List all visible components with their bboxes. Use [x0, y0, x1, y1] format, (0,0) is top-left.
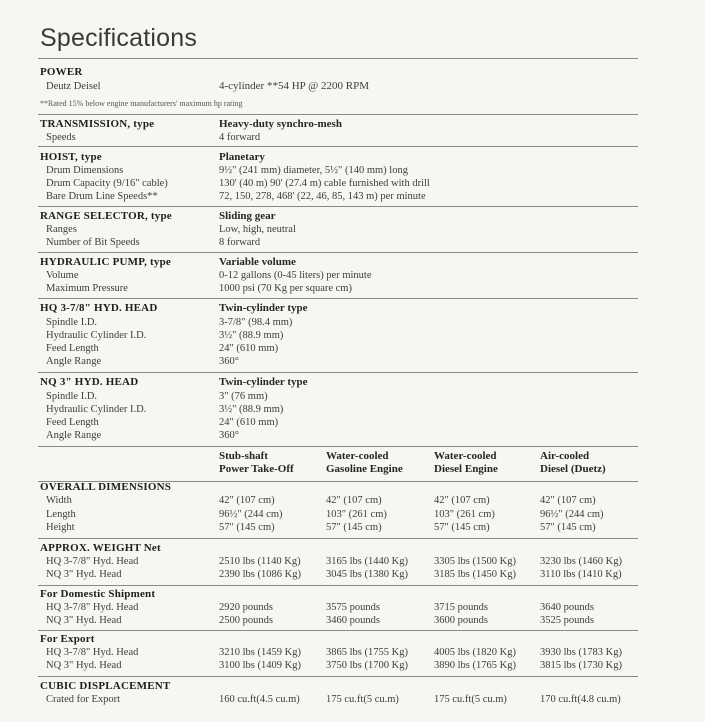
divider: [38, 298, 638, 299]
dim-cell: 103" (261 cm): [326, 509, 387, 520]
column-header-air-diesel: Diesel (Duetz): [540, 463, 606, 475]
domestic-cell: 3715 pounds: [434, 602, 488, 613]
hq-row-label: Spindle I.D.: [46, 317, 98, 328]
transmission-speeds-value: 4 forward: [219, 132, 261, 143]
nq-row-label: Angle Range: [46, 430, 102, 441]
hoist-row-label: Drum Capacity (9/16" cable): [46, 178, 168, 189]
export-cell: 3100 lbs (1409 Kg): [219, 660, 301, 671]
hq-head-heading: HQ 3-7/8" HYD. HEAD: [40, 302, 158, 314]
export-cell: 4005 lbs (1820 Kg): [434, 647, 516, 658]
export-cell: 3890 lbs (1765 Kg): [434, 660, 516, 671]
weight-row-label: HQ 3-7/8" Hyd. Head: [46, 556, 139, 567]
nq-row-value: 3½" (88.9 mm): [219, 404, 284, 415]
nq-row-value: 3" (76 mm): [219, 391, 268, 402]
hoist-row-label: Drum Dimensions: [46, 165, 124, 176]
page-title: Specifications: [40, 24, 198, 52]
weight-cell: 2390 lbs (1086 Kg): [219, 569, 301, 580]
divider: [38, 676, 638, 677]
hoist-type: Planetary: [219, 151, 265, 163]
cubic-cell: 160 cu.ft(4.5 cu.m): [219, 694, 300, 705]
column-header-gasoline: Gasoline Engine: [326, 463, 403, 475]
range-selector-heading: RANGE SELECTOR, type: [40, 210, 172, 222]
divider: [38, 252, 638, 253]
weight-cell: 3305 lbs (1500 Kg): [434, 556, 516, 567]
domestic-cell: 3460 pounds: [326, 615, 380, 626]
range-row-label: Ranges: [46, 224, 77, 235]
nq-row-label: Hydraulic Cylinder I.D.: [46, 404, 147, 415]
dim-cell: 96½" (244 cm): [540, 509, 604, 520]
dim-cell: 42" (107 cm): [434, 495, 490, 506]
pump-row-value: 1000 psi (70 Kg per square cm): [219, 283, 352, 294]
range-row-value: 8 forward: [219, 237, 261, 248]
weight-row-label: NQ 3" Hyd. Head: [46, 569, 122, 580]
power-footnote: **Rated 15% below engine manufacturers' maximum hp rating: [40, 99, 243, 108]
nq-row-value: 360°: [219, 430, 239, 441]
weight-cell: 3045 lbs (1380 Kg): [326, 569, 408, 580]
weight-cell: 3230 lbs (1460 Kg): [540, 556, 622, 567]
divider: [38, 446, 638, 447]
export-row-label: HQ 3-7/8" Hyd. Head: [46, 647, 139, 658]
dim-cell: 42" (107 cm): [326, 495, 382, 506]
dim-cell: 57" (145 cm): [219, 522, 275, 533]
hq-row-label: Hydraulic Cylinder I.D.: [46, 330, 147, 341]
hoist-row-value: 9½" (241 mm) diameter, 5½" (140 mm) long: [219, 165, 408, 176]
dim-cell: 96½" (244 cm): [219, 509, 283, 520]
dim-cell: 57" (145 cm): [434, 522, 490, 533]
power-engine-label: Deutz Deisel: [46, 81, 101, 92]
nq-row-label: Feed Length: [46, 417, 99, 428]
hq-row-value: 360°: [219, 356, 239, 367]
hq-row-value: 3-7/8" (98.4 mm): [219, 317, 293, 328]
weight-cell: 3185 lbs (1450 Kg): [434, 569, 516, 580]
export-cell: 3750 lbs (1700 Kg): [326, 660, 408, 671]
hq-row-label: Feed Length: [46, 343, 99, 354]
export-heading: For Export: [40, 633, 95, 645]
domestic-cell: 3640 pounds: [540, 602, 594, 613]
dim-cell: 57" (145 cm): [540, 522, 596, 533]
domestic-row-label: NQ 3" Hyd. Head: [46, 615, 122, 626]
pump-row-value: 0-12 gallons (0-45 liters) per minute: [219, 270, 372, 281]
nq-row-label: Spindle I.D.: [46, 391, 98, 402]
nq-head-heading: NQ 3" HYD. HEAD: [40, 376, 139, 388]
column-header-pto: Power Take-Off: [219, 463, 294, 475]
dim-cell: 57" (145 cm): [326, 522, 382, 533]
dim-row-label: Length: [46, 509, 76, 520]
range-selector-type: Sliding gear: [219, 210, 276, 222]
hoist-row-value: 72, 150, 278, 468' (22, 46, 85, 143 m) per minute: [219, 191, 426, 202]
divider: [38, 630, 638, 631]
divider: [38, 206, 638, 207]
hydraulic-pump-heading: HYDRAULIC PUMP, type: [40, 256, 172, 268]
hoist-row-label: Bare Drum Line Speeds**: [46, 191, 158, 202]
cubic-displacement-heading: CUBIC DISPLACEMENT: [40, 680, 171, 692]
domestic-cell: 2500 pounds: [219, 615, 273, 626]
cubic-cell: 170 cu.ft(4.8 cu.m): [540, 694, 621, 705]
dim-cell: 103" (261 cm): [434, 509, 495, 520]
domestic-row-label: HQ 3-7/8" Hyd. Head: [46, 602, 139, 613]
domestic-cell: 3600 pounds: [434, 615, 488, 626]
weight-cell: 2510 lbs (1140 Kg): [219, 556, 301, 567]
domestic-cell: 3575 pounds: [326, 602, 380, 613]
column-header-pto: Stub-shaft: [219, 450, 268, 462]
range-row-value: Low, high, neutral: [219, 224, 296, 235]
weight-cell: 3165 lbs (1440 Kg): [326, 556, 408, 567]
transmission-heading: TRANSMISSION, type: [40, 118, 155, 130]
divider: [38, 114, 638, 115]
nq-row-value: 24" (610 mm): [219, 417, 279, 428]
hq-row-label: Angle Range: [46, 356, 102, 367]
dim-cell: 42" (107 cm): [540, 495, 596, 506]
overall-dimensions-heading: OVERALL DIMENSIONS: [40, 481, 172, 493]
hq-row-value: 24" (610 mm): [219, 343, 279, 354]
dim-row-label: Height: [46, 522, 75, 533]
transmission-speeds-label: Speeds: [46, 132, 76, 143]
nq-head-type: Twin-cylinder type: [219, 376, 308, 388]
hoist-row-value: 130' (40 m) 90' (27.4 m) cable furnished with drill: [219, 178, 430, 189]
cubic-cell: 175 cu.ft(5 cu.m): [326, 694, 399, 705]
hq-head-type: Twin-cylinder type: [219, 302, 308, 314]
export-cell: 3865 lbs (1755 Kg): [326, 647, 408, 658]
power-heading: POWER: [40, 66, 83, 78]
dim-cell: 42" (107 cm): [219, 495, 275, 506]
power-engine-value: 4-cylinder **54 HP @ 2200 RPM: [219, 80, 369, 92]
divider: [38, 146, 638, 147]
pump-row-label: Maximum Pressure: [46, 283, 128, 294]
export-cell: 3815 lbs (1730 Kg): [540, 660, 622, 671]
divider: [38, 58, 638, 59]
hoist-heading: HOIST, type: [40, 151, 102, 163]
column-header-diesel: Water-cooled: [434, 450, 497, 462]
hydraulic-pump-type: Variable volume: [219, 256, 296, 268]
column-header-diesel: Diesel Engine: [434, 463, 498, 475]
column-header-air-diesel: Air-cooled: [540, 450, 590, 462]
export-cell: 3210 lbs (1459 Kg): [219, 647, 301, 658]
pump-row-label: Volume: [46, 270, 79, 281]
divider: [38, 585, 638, 586]
cubic-row-label: Crated for Export: [46, 694, 121, 705]
divider: [38, 538, 638, 539]
divider: [38, 372, 638, 373]
column-header-gasoline: Water-cooled: [326, 450, 389, 462]
cubic-cell: 175 cu.ft(5 cu.m): [434, 694, 507, 705]
domestic-cell: 3525 pounds: [540, 615, 594, 626]
weight-cell: 3110 lbs (1410 Kg): [540, 569, 622, 580]
range-row-label: Number of Bit Speeds: [46, 237, 140, 248]
approx-weight-heading: APPROX. WEIGHT Net: [40, 542, 161, 554]
domestic-cell: 2920 pounds: [219, 602, 273, 613]
export-cell: 3930 lbs (1783 Kg): [540, 647, 622, 658]
hq-row-value: 3½" (88.9 mm): [219, 330, 284, 341]
export-row-label: NQ 3" Hyd. Head: [46, 660, 122, 671]
domestic-shipment-heading: For Domestic Shipment: [40, 588, 156, 600]
dim-row-label: Width: [46, 495, 72, 506]
transmission-type: Heavy-duty synchro-mesh: [219, 118, 342, 130]
